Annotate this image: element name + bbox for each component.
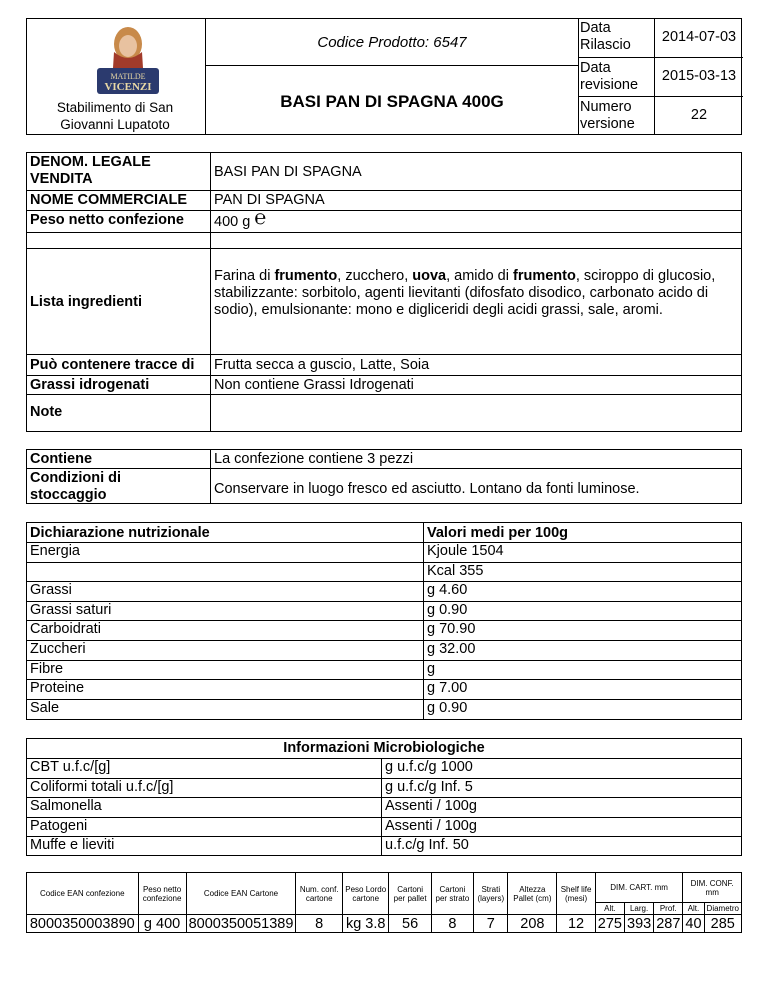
ean-conf-header: Codice EAN confezione [27, 873, 139, 915]
micro-title: Informazioni Microbiologiche [283, 740, 485, 756]
ean-cart-header: Codice EAN Cartone [186, 873, 296, 915]
cart-strato-header: Cartoni per strato [431, 873, 473, 915]
nutrient-name: Zuccheri [30, 641, 86, 657]
peso-lordo-header: Peso Lordo cartone [342, 873, 389, 915]
denom-value: BASI PAN DI SPAGNA [214, 164, 362, 180]
strati-header: Strati (layers) [474, 873, 508, 915]
weight-value [214, 207, 267, 231]
peso-conf-header: Peso netto confezione [138, 873, 186, 915]
cart-pallet-header: Cartoni per pallet [389, 873, 431, 915]
weight-label: Peso netto confezione [30, 212, 184, 228]
contents-value: La confezione contiene 3 pezzi [214, 451, 414, 467]
allergen-term: frumento [513, 268, 576, 284]
legal-hline-1 [26, 190, 742, 191]
cart-strato-value: 8 [431, 915, 473, 933]
micro-value: Assenti / 100g [385, 817, 477, 834]
micro-value: g u.f.c/g 1000 [385, 759, 473, 775]
nutrient-value: g 32.00 [427, 641, 476, 657]
version-value: 22 [655, 96, 744, 135]
nutrient-value: Kjoule 1504 [427, 543, 504, 559]
hydrogenated-value: Non contiene Grassi Idrogenati [214, 377, 414, 393]
dim-cart-header: DIM. CART. mm [595, 873, 683, 903]
legal-hline-5 [26, 354, 742, 355]
micro-parameter: CBT u.f.c/[g] [30, 759, 111, 775]
nutrient-value: Kcal 355 [427, 562, 484, 579]
legal-hline-2 [26, 210, 742, 211]
nutrient-value: g [427, 660, 436, 677]
nutrient-name: Sale [30, 699, 60, 716]
strati-value: 7 [474, 915, 508, 933]
nutrient-name: Fibre [30, 660, 64, 677]
commercial-label: NOME COMMERCIALE [30, 192, 188, 208]
logo-text-top: MATILDE [110, 72, 146, 81]
micro-parameter: Muffe e lieviti [30, 837, 115, 854]
notes-vline [210, 394, 211, 432]
prof-value: 287 [654, 915, 683, 933]
micro-row-divider [26, 817, 742, 818]
cart-pallet-value: 56 [389, 915, 431, 933]
revision-date-value: 2015-03-13 [655, 57, 744, 96]
version-label: Numero versione [578, 96, 655, 135]
commercial-value: PAN DI SPAGNA [214, 192, 325, 208]
larg-header: Larg. [625, 903, 654, 915]
weight-text: 400 g [214, 214, 251, 230]
ingredient-text-part: , amido di [446, 268, 513, 284]
nutrition-row-divider [26, 581, 742, 582]
nutrition-row-divider [26, 620, 742, 621]
ingredient-text-part: Farina di [214, 268, 275, 284]
diam-value: 285 [704, 915, 741, 933]
nutrition-header-right: Valori medi per 100g [427, 525, 569, 541]
micro-row-divider [26, 758, 742, 759]
ean-cart-value: 8000350051389 [186, 915, 296, 933]
legal-hline-3 [26, 232, 742, 233]
nutrient-value: g 0.90 [427, 699, 468, 716]
dim-conf-header: DIM. CONF. mm [683, 873, 742, 903]
traces-value: Frutta secca a guscio, Latte, Soia [214, 357, 430, 373]
larg-value: 393 [625, 915, 654, 933]
micro-parameter: Salmonella [30, 798, 102, 815]
legal-hline-6 [26, 375, 742, 376]
nutrient-value: g 7.00 [427, 680, 468, 697]
shelf-header: Shelf life (mesi) [557, 873, 595, 915]
prof-header: Prof. [654, 903, 683, 915]
plant-name: Stabilimento di San Giovanni Lupatoto [56, 100, 174, 132]
micro-value: g u.f.c/g Inf. 5 [385, 778, 473, 795]
meta-table [578, 18, 743, 135]
nutrition-row-divider [26, 679, 742, 680]
nutrient-name: Energia [30, 543, 80, 559]
nutrition-header-left: Dichiarazione nutrizionale [30, 525, 210, 541]
micro-row-divider [26, 797, 742, 798]
altezza-value: 208 [508, 915, 557, 933]
nutrient-name: Carboidrati [30, 621, 101, 638]
altezza-header: Altezza Pallet (cm) [508, 873, 557, 915]
peso-lordo-value: kg 3.8 [342, 915, 389, 933]
ean-conf-value: 8000350003890 [27, 915, 139, 933]
micro-vline [381, 758, 382, 856]
allergen-term: uova [412, 268, 447, 284]
alt-header: Alt. [595, 903, 624, 915]
logo-text-bottom: VICENZI [104, 81, 152, 93]
contents-label: Contiene [30, 451, 93, 467]
allergen-term: frumento [274, 268, 338, 284]
micro-value: u.f.c/g Inf. 50 [385, 837, 469, 854]
shelf-value: 12 [557, 915, 595, 933]
ingredient-text-part: , zucchero, [337, 268, 413, 284]
nutrient-value: g 0.90 [427, 601, 468, 618]
micro-parameter: Patogeni [30, 817, 88, 834]
nutrition-row-divider [26, 601, 742, 602]
nutrient-value: g 70.90 [427, 621, 476, 638]
release-date-label: Data Rilascio [578, 18, 655, 57]
nutrient-name: Grassi [30, 582, 72, 599]
micro-value: Assenti / 100g [385, 798, 477, 815]
storage-hline [26, 468, 742, 469]
notes-label: Note [30, 404, 63, 420]
diam-header: Diametro [704, 903, 741, 915]
revision-date-label: Data revisione [578, 57, 655, 96]
product-code: Codice Prodotto: 6547 [317, 34, 467, 51]
nutrient-value: g 4.60 [427, 582, 468, 599]
nutrition-row-divider [26, 699, 742, 700]
estimated-sign-icon: ℮ [254, 207, 267, 229]
nutrient-name: Proteine [30, 680, 85, 697]
hydrogenated-label: Grassi idrogenati [30, 377, 150, 393]
micro-row-divider [26, 836, 742, 837]
peso-conf-value: g 400 [138, 915, 186, 933]
ingredient-text-part: , sciroppo di glucosio, stabilizzante: sorbitolo, agenti lievitanti (difosfato disodico, carbonato acido di sodio), emulsionante: mono e digliceridi degli acidi grassi, sale, aromi. [214, 268, 716, 318]
nutrition-row-divider [26, 640, 742, 641]
storage-vline [210, 449, 211, 504]
nutrient-name: Grassi saturi [30, 601, 112, 618]
brand-logo [83, 24, 173, 96]
storage-label: Condizioni di stoccaggio [30, 470, 122, 503]
legal-hline-7 [26, 394, 742, 395]
ingredients-text [214, 268, 734, 319]
nutrition-row-divider [26, 660, 742, 661]
legal-hline-4 [26, 248, 742, 249]
num-conf-header: Num. conf. cartone [296, 873, 343, 915]
traces-label: Può contenere tracce di [30, 357, 195, 373]
nutrition-row-divider [26, 562, 742, 563]
nutrition-row-divider [26, 542, 742, 543]
release-date-value: 2014-07-03 [655, 18, 744, 57]
num-conf-value: 8 [296, 915, 343, 933]
alt2-value: 40 [683, 915, 704, 933]
header-divider-3 [206, 65, 578, 66]
alt2-header: Alt. [683, 903, 704, 915]
ingredients-label: Lista ingredienti [30, 294, 142, 310]
denom-label: DENOM. LEGALE VENDITA [30, 154, 151, 187]
legal-hline-8 [26, 431, 742, 432]
micro-parameter: Coliformi totali u.f.c/[g] [30, 778, 174, 795]
document-title: BASI PAN DI SPAGNA 400G [280, 92, 504, 111]
alt-value: 275 [595, 915, 624, 933]
storage-value: Conservare in luogo fresco ed asciutto. Lontano da fonti luminose. [214, 481, 640, 497]
logistics-table [26, 872, 742, 933]
